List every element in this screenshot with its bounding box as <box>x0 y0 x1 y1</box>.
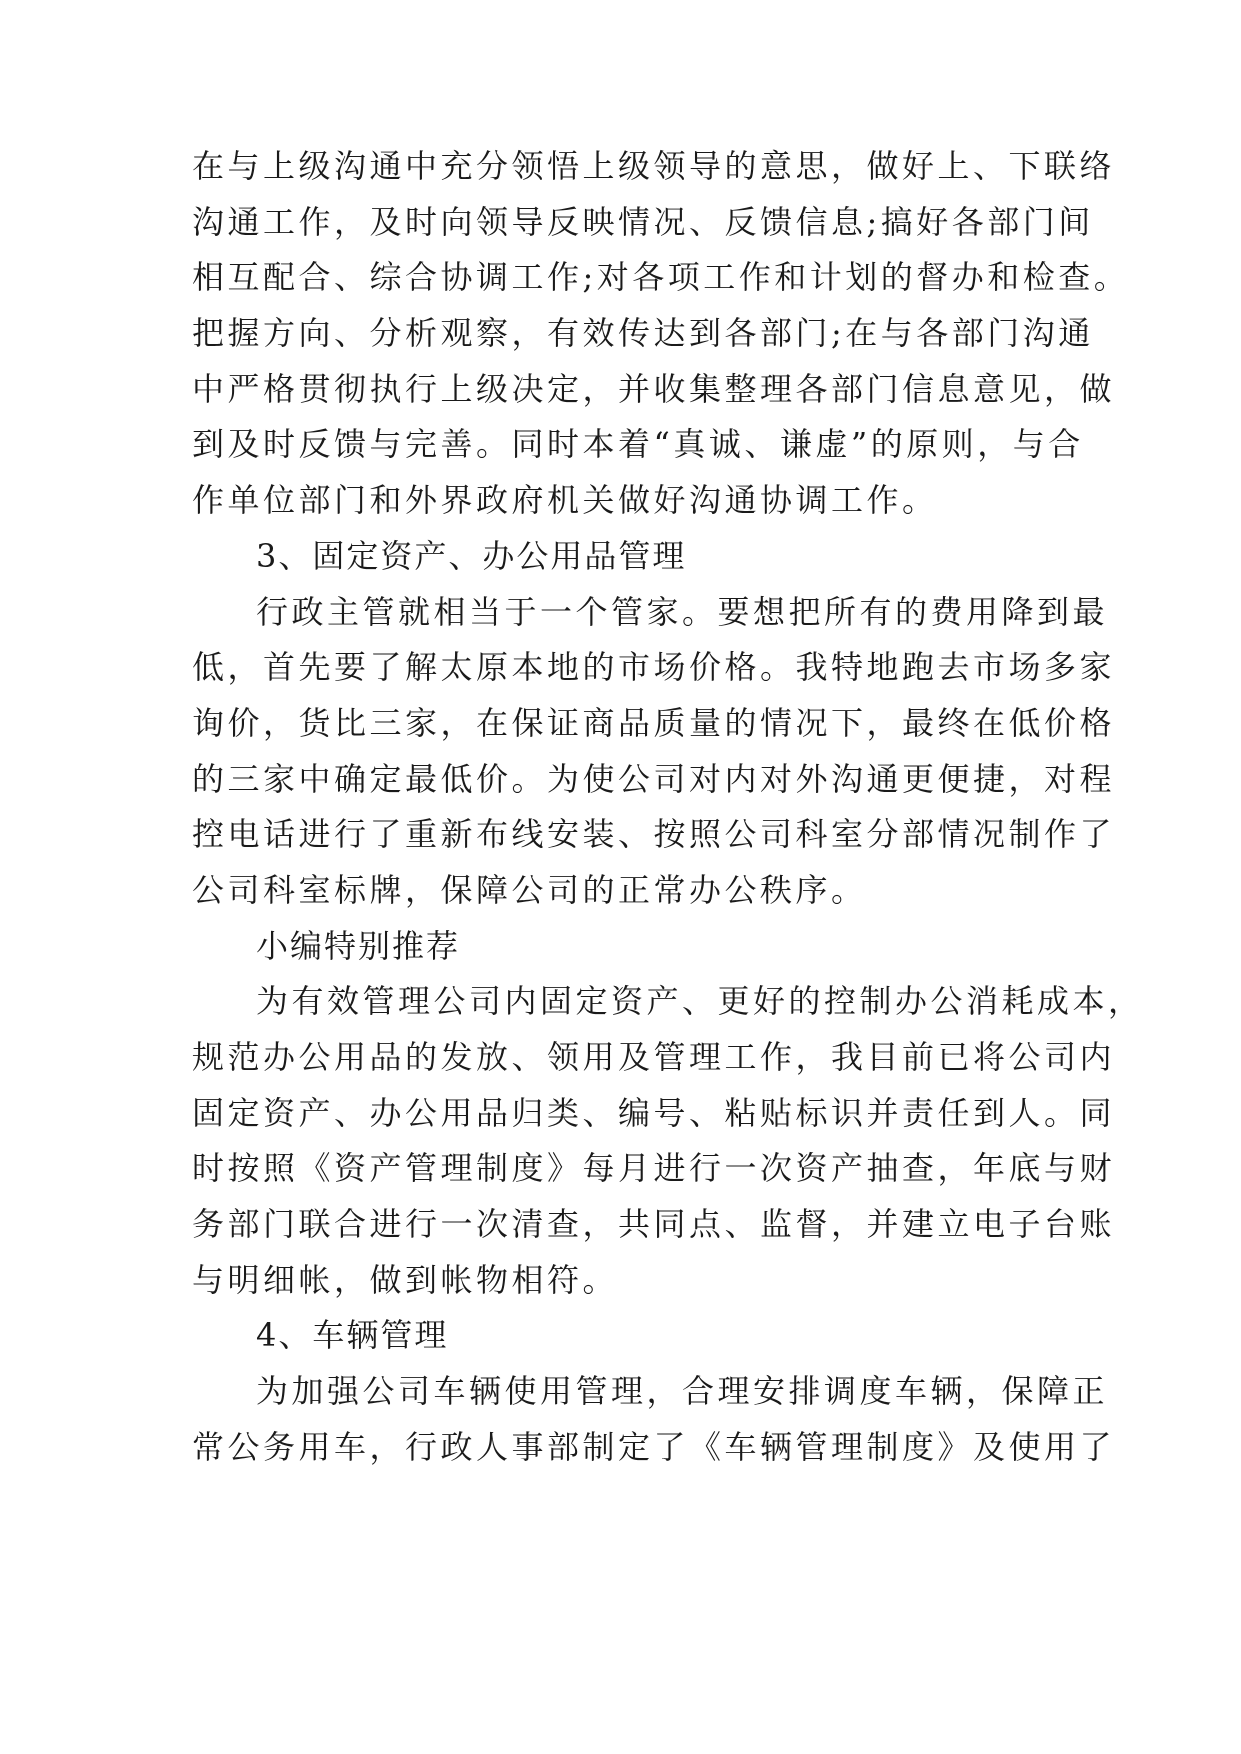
paragraph-line: 为加强公司车辆使用管理，合理安排调度车辆，保障正 <box>256 1372 1109 1410</box>
paragraph-line: 常公务用车，行政人事部制定了《车辆管理制度》及使用了 <box>192 1428 1116 1466</box>
paragraph-line: 到及时反馈与完善。同时本着“真诚、谦虚”的原则，与合 <box>192 425 1084 463</box>
paragraph-line: 把握方向、分析观察，有效传达到各部门;在与各部门沟通 <box>192 314 1094 352</box>
paragraph-line: 务部门联合进行一次清查，共同点、监督，并建立电子台账 <box>192 1205 1116 1243</box>
paragraph-line: 的三家中确定最低价。为使公司对内对外沟通更便捷，对程 <box>192 760 1116 798</box>
paragraph-line: 为有效管理公司内固定资产、更好的控制办公消耗成本， <box>256 982 1144 1020</box>
paragraph-line: 控电话进行了重新布线安装、按照公司科室分部情况制作了 <box>192 815 1116 853</box>
paragraph-line: 规范办公用品的发放、领用及管理工作，我目前已将公司内 <box>192 1038 1116 1076</box>
paragraph-line: 沟通工作，及时向领导反映情况、反馈信息;搞好各部门间 <box>192 203 1094 241</box>
paragraph-line: 公司科室标牌，保障公司的正常办公秩序。 <box>192 871 867 909</box>
paragraph-line: 行政主管就相当于一个管家。要想把所有的费用降到最 <box>256 593 1109 631</box>
paragraph-line: 固定资产、办公用品归类、编号、粘贴标识并责任到人。同 <box>192 1094 1116 1132</box>
paragraph-line: 低，首先要了解太原本地的市场价格。我特地跑去市场多家 <box>192 648 1116 686</box>
paragraph-line: 作单位部门和外界政府机关做好沟通协调工作。 <box>192 481 938 519</box>
section-heading: 4、车辆管理 <box>256 1316 449 1354</box>
paragraph-line: 中严格贯彻执行上级决定，并收集整理各部门信息意见，做 <box>192 370 1116 408</box>
paragraph-line: 在与上级沟通中充分领悟上级领导的意思，做好上、下联络 <box>192 147 1116 185</box>
section-heading: 3、固定资产、办公用品管理 <box>256 537 687 575</box>
paragraph-line: 询价，货比三家，在保证商品质量的情况下，最终在低价格 <box>192 704 1116 742</box>
section-heading: 小编特别推荐 <box>256 927 461 965</box>
paragraph-line: 相互配合、综合协调工作;对各项工作和计划的督办和检查。 <box>192 258 1130 296</box>
paragraph-line: 时按照《资产管理制度》每月进行一次资产抽查，年底与财 <box>192 1149 1116 1187</box>
paragraph-line: 与明细帐，做到帐物相符。 <box>192 1261 619 1299</box>
